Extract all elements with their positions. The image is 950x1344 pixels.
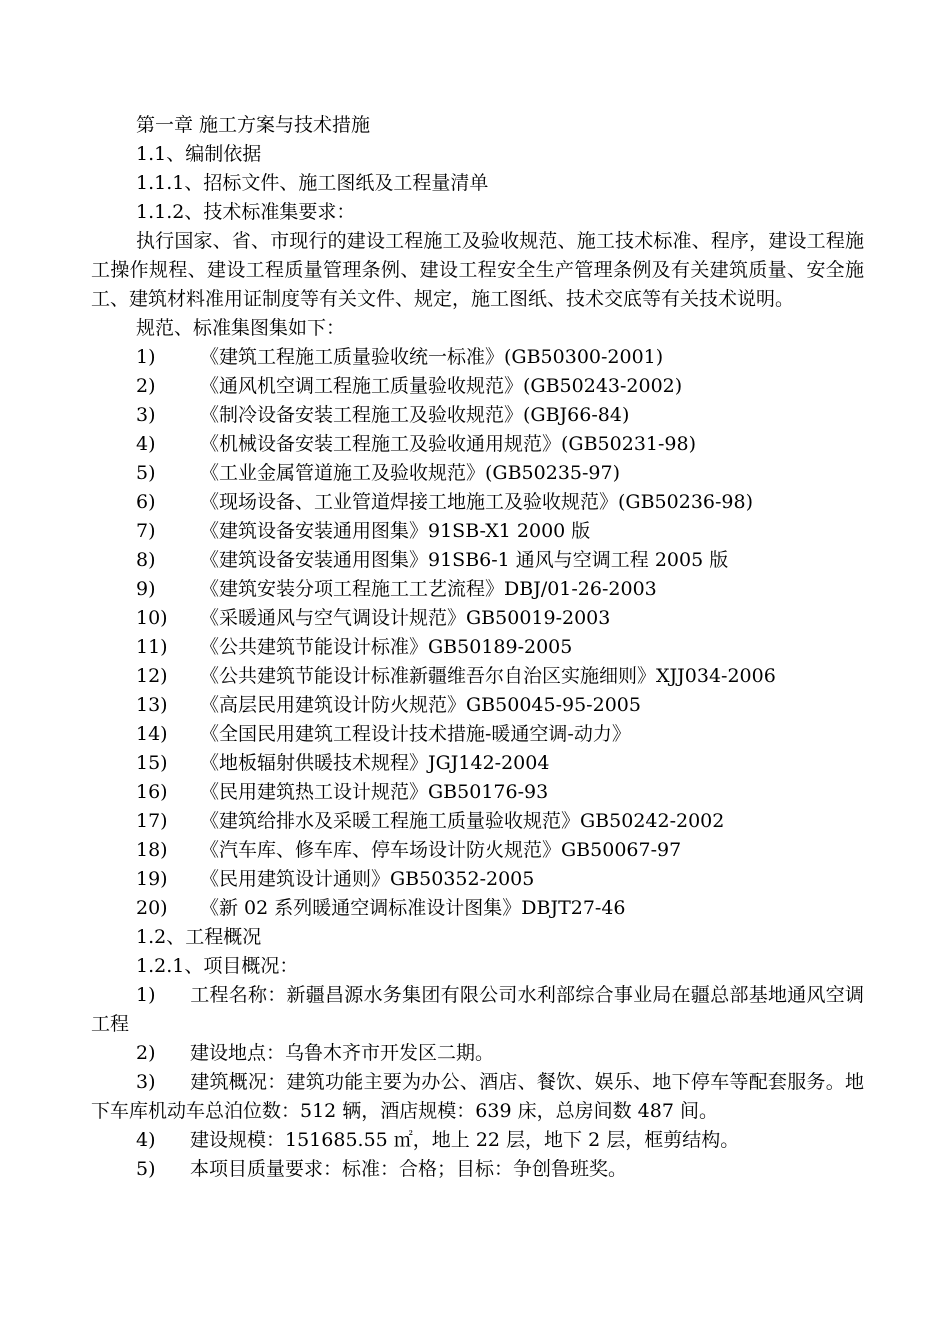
list-item-text: 《民用建筑热工设计规范》GB50176-93 [200,781,549,803]
section-heading-1-2-1: 1.2.1、项目概况： [136,955,299,977]
list-item-number: 6) [136,491,156,513]
list-item-text: 《公共建筑节能设计标准新疆维吾尔自治区实施细则》XJJ034-2006 [200,665,776,687]
list-item-number: 16) [136,781,168,803]
overview-item [91,1039,864,1068]
list-item [91,430,864,459]
list-item [91,865,864,894]
list-item-text: 《汽车库、修车库、停车场设计防火规范》GB50067-97 [200,839,682,861]
section-heading-1-2: 1.2、工程概况 [136,926,262,948]
list-item-text: 《建筑给排水及采暖工程施工质量验收规范》GB50242-2002 [200,810,725,832]
overview-item-number: 1) [136,984,156,1006]
list-item-text: 《机械设备安装工程施工及验收通用规范》(GB50231-98) [200,433,697,455]
list-item-text: 《地板辐射供暖技术规程》JGJ142-2004 [200,752,550,774]
section-heading-1-1-2: 1.1.2、技术标准集要求： [136,201,356,223]
overview-item-text: 本项目质量要求：标准：合格；目标：争创鲁班奖。 [190,1158,628,1180]
overview-item [91,1068,864,1126]
list-item [91,691,864,720]
list-item [91,662,864,691]
list-item-text: 《制冷设备安装工程施工及验收规范》(GBJ66-84) [200,404,630,426]
list-item [91,749,864,778]
chapter-title: 第一章 施工方案与技术措施 [136,114,371,136]
list-item [91,836,864,865]
list-item-number: 19) [136,868,168,890]
list-item-number: 2) [136,375,156,397]
overview-item-number: 5) [136,1158,156,1180]
list-item [91,894,864,923]
list-item-text: 《现场设备、工业管道焊接工地施工及验收规范》(GB50236-98) [200,491,754,513]
section-heading-1-1: 1.1、编制依据 [136,143,262,165]
standards-list [91,343,864,923]
list-item-number: 4) [136,433,156,455]
overview-item-text: 建设地点：乌鲁木齐市开发区二期。 [190,1042,495,1064]
list-item [91,807,864,836]
list-item [91,575,864,604]
overview-item-text: 建筑概况：建筑功能主要为办公、酒店、餐饮、娱乐、地下停车等配套服务。地下车库机动车总泊位数：512 辆，酒店规模：639 床，总房间数 487 间。 [91,1071,864,1122]
list-item-number: 15) [136,752,168,774]
standards-paragraph: 执行国家、省、市现行的建设工程施工及验收规范、施工技术标准、程序，建设工程施工操作规程、建设工程质量管理条例、建设工程安全生产管理条例及有关建筑质量、安全施工、建筑材料准用证制度等有关文件、规定，施工图纸、技术交底等有关技术说明。 [91,230,864,310]
list-item [91,633,864,662]
overview-item-text: 建设规模：151685.55 ㎡，地上 22 层，地下 2 层，框剪结构。 [190,1129,740,1151]
list-item-text: 《通风机空调工程施工质量验收规范》(GB50243-2002) [200,375,683,397]
list-item-number: 3) [136,404,156,426]
list-item-number: 9) [136,578,156,600]
list-item [91,401,864,430]
list-item-text: 《采暖通风与空气调设计规范》GB50019-2003 [200,607,611,629]
list-item [91,343,864,372]
list-item-number: 7) [136,520,156,542]
overview-item-number: 3) [136,1071,156,1093]
overview-list [91,981,864,1184]
overview-item [91,1155,864,1184]
list-item-text: 《建筑工程施工质量验收统一标准》(GB50300-2001) [200,346,664,368]
list-item-text: 《全国民用建筑工程设计技术措施-暖通空调-动力》 [200,723,631,745]
list-item [91,604,864,633]
list-item-number: 13) [136,694,168,716]
list-intro: 规范、标准集图集如下： [136,317,346,339]
overview-item [91,1126,864,1155]
list-item-number: 1) [136,346,156,368]
list-item-text: 《建筑设备安装通用图集》91SB-X1 2000 版 [200,520,591,542]
list-item-number: 8) [136,549,156,571]
list-item [91,372,864,401]
list-item [91,517,864,546]
overview-item-number: 2) [136,1042,156,1064]
list-item-text: 《工业金属管道施工及验收规范》(GB50235-97) [200,462,621,484]
list-item [91,459,864,488]
list-item-number: 20) [136,897,168,919]
list-item-number: 12) [136,665,168,687]
overview-item-text: 工程名称：新疆昌源水务集团有限公司水利部综合事业局在疆总部基地通风空调工程 [91,984,864,1035]
list-item-text: 《建筑安装分项工程施工工艺流程》DBJ/01-26-2003 [200,578,657,600]
list-item-text: 《建筑设备安装通用图集》91SB6-1 通风与空调工程 2005 版 [200,549,729,571]
list-item [91,546,864,575]
list-item-number: 18) [136,839,168,861]
list-item [91,720,864,749]
list-item [91,488,864,517]
overview-item [91,981,864,1039]
list-item-number: 10) [136,607,168,629]
overview-item-number: 4) [136,1129,156,1151]
list-item-number: 5) [136,462,156,484]
list-item [91,778,864,807]
section-heading-1-1-1: 1.1.1、招标文件、施工图纸及工程量清单 [136,172,489,194]
list-item-text: 《高层民用建筑设计防火规范》GB50045-95-2005 [200,694,641,716]
list-item-text: 《公共建筑节能设计标准》GB50189-2005 [200,636,573,658]
list-item-number: 17) [136,810,168,832]
list-item-number: 11) [136,636,168,658]
list-item-text: 《民用建筑设计通则》GB50352-2005 [200,868,535,890]
list-item-number: 14) [136,723,168,745]
list-item-text: 《新 02 系列暖通空调标准设计图集》DBJT27-46 [200,897,626,919]
